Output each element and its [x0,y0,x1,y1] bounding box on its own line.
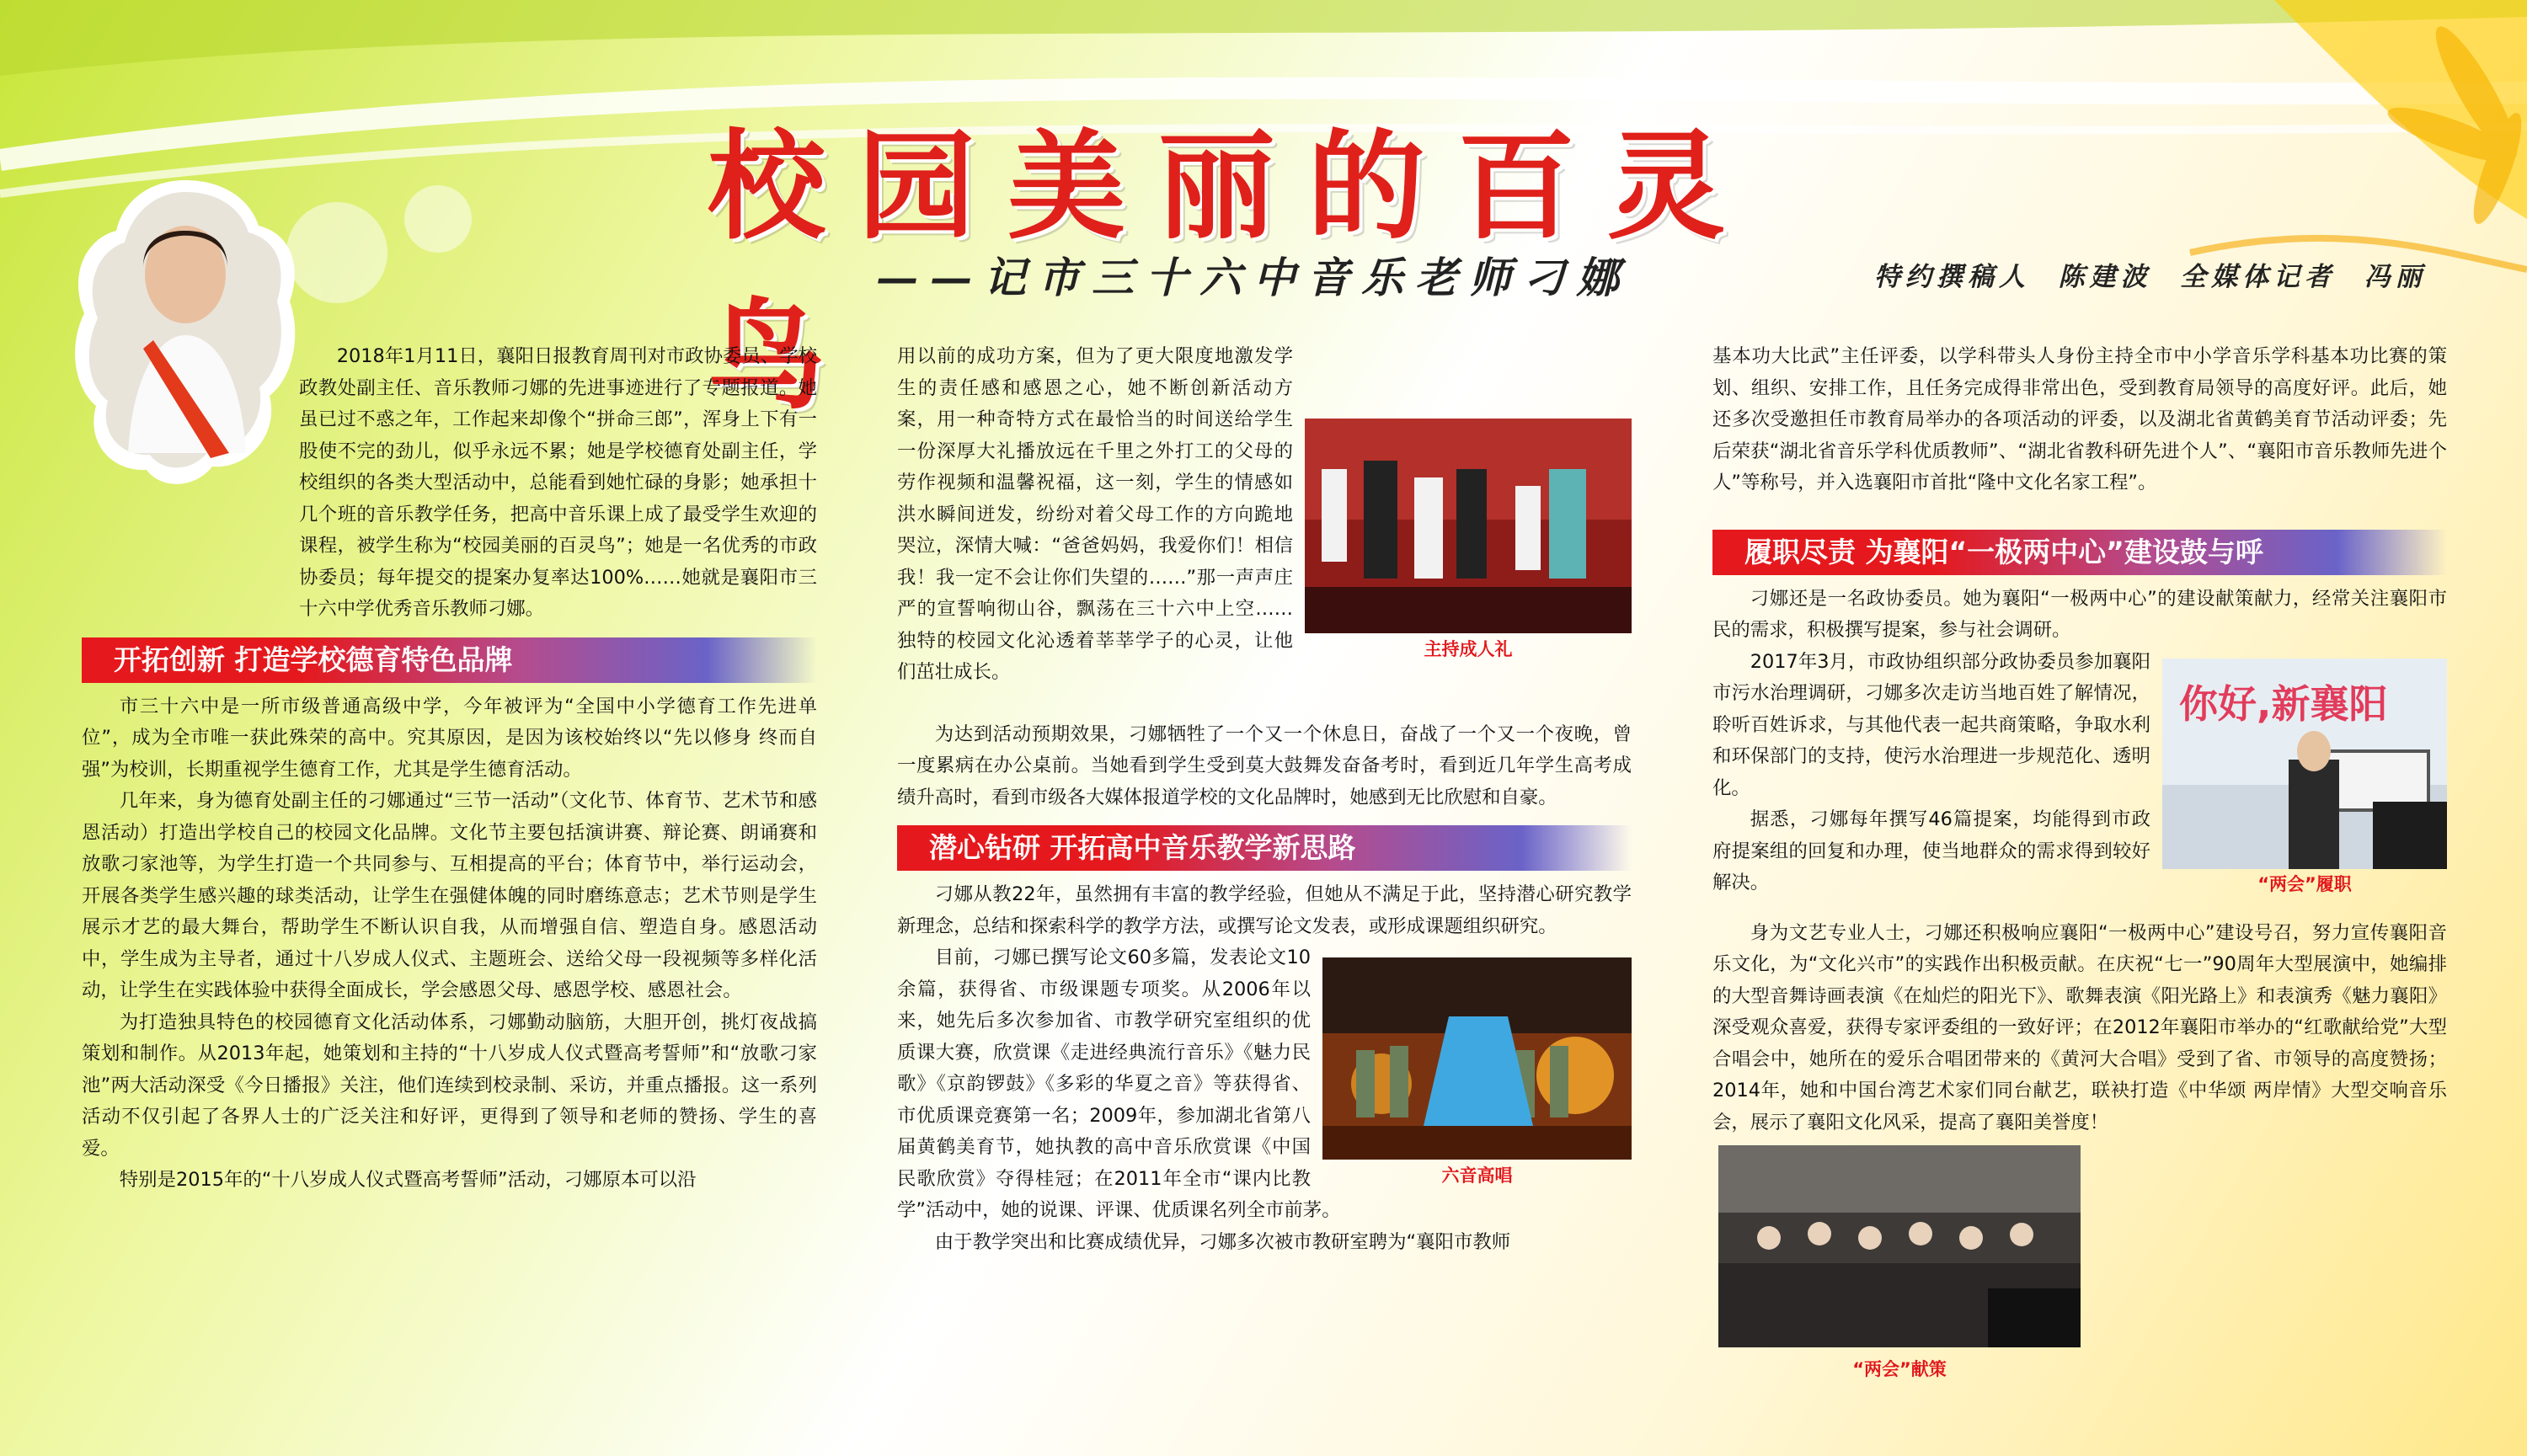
paragraph: 由于教学突出和比赛成绩优异，刁娜多次被市教研室聘为“襄阳市教师 [934,1230,1511,1253]
page-title: 校园美丽的百灵鸟 [708,119,1758,425]
column-1 [82,341,817,1197]
photo-caption: “两会”履职 [2257,874,2352,894]
paragraph: 特别是2015年的“十八岁成人仪式暨高考誓师”活动，刁娜原本可以沿 [119,1169,697,1191]
photo-two-sessions-proposal [1718,1145,2081,1379]
section-heading-duty: 履职尽责 为襄阳“一极两中心”建设鼓与呼 [1712,530,2447,575]
paragraph: 为达到活动预期效果，刁娜牺牲了一个又一个休息日，奋战了一个又一个夜晚，曾一度累病在办公桌前。当她看到学生受到莫大鼓舞发奋备考时，看到近几年学生高考成绩升高时，看到市级各大媒体报道学校的文化品牌时，她感到无比欣慰和自豪。 [897,723,1632,808]
column-3 [1712,341,2447,1139]
photo-two-sessions-duty [2162,659,2447,894]
byline: 特约撰稿人 陈建波 全媒体记者 冯丽 [1874,262,2427,292]
intro-paragraph: 2018年1月11日，襄阳日报教育周刊对市政协委员、学校政教处副主任、音乐教师刁娜的先进事迹进行了专题报道。她虽已过不惑之年，工作起来却像个“拼命三郎”，浑身上下有一股使不完的劲儿，似乎永远不累；她是学校德育处副主任，学校组织的各类大型活动中，总能看到她忙碌的身影；她承担十几个班的音乐教学任务，把高中音乐课上成了最受学生欢迎的课程，被学生称为“校园美丽的百灵鸟”；她是一名优秀的市政协委员；每年提交的提案办复率达100%……她就是襄阳市三十六中学优秀音乐教师刁娜。 [299,345,817,620]
paragraph: 基本功大比武”主任评委，以学科带头人身份主持全市中小学音乐学科基本功比赛的策划、组织、安排工作，且任务完成得非常出色，受到教育局领导的高度好评。此后，她还多次受邀担任市教育局举办的各项活动的评委，以及湖北省黄鹤美育节活动评委；先后荣获“湖北省音乐学科优质教师”、“湖北省教科研先进个人”、“襄阳市音乐教师先进个人”等称号，并入选襄阳市首批“隆中文化名家工程”。 [1712,345,2447,493]
section-heading-research: 潜心钻研 开拓高中音乐教学新思路 [897,825,1632,871]
screen-text: 你好,新襄阳 [2179,680,2388,727]
paragraph: 市三十六中是一所市级普通高级中学，今年被评为“全国中小学德育工作先进单位”，成为全市唯一获此殊荣的高中。究其原因，是因为该校始终以“先以修身 终而自强”为校训，长期重视学生德育工作，尤其是学生德育活动。 [82,695,817,781]
paragraph: 刁娜还是一名政协委员。她为襄阳“一极两中心”的建设献策献力，经常关注襄阳市民的需求，积极撰写提案，参与社会调研。 [1712,587,2447,641]
paragraph: 身为文艺专业人士，刁娜还积极响应襄阳“一极两中心”建设号召，努力宣传襄阳音乐文化，为“文化兴市”的实践作出积极贡献。在庆祝“七一”90周年大型展演中，她编排的大型音舞诗画表演《在灿烂的阳光下》、歌舞表演《阳光路上》和表演秀《魅力襄阳》深受观众喜爱，获得专家评委组的一致好评；在2012年襄阳市举办的“红歌献给党”大型合唱会中，她所在的爱乐合唱团带来的《黄河大合唱》受到了省、市领导的高度赞扬；2014年，她和中国台湾艺术家们同台献艺，联袂打造《中华颂 两岸情》大型交响音乐会，展示了襄阳文化风采，提高了襄阳美誉度！ [1712,921,2447,1133]
photo-caption: 六音高唱 [1441,1165,1513,1186]
photo-stage-performance [1322,957,1632,1186]
paragraph: 为打造独具特色的校园德育文化活动体系，刁娜勤动脑筋，大胆开创，挑灯夜战搞策划和制作。从2013年起，她策划和主持的“十八岁成人仪式暨高考誓师”和“放歌刁家池”两大活动深受《今日播报》关注，他们连续到校录制、采访，并重点播报。这一系列活动不仅引起了各界人士的广泛关注和好评，更得到了领导和老师的赞扬、学生的喜爱。 [82,1011,817,1160]
paragraph: 2017年3月，市政协组织部分政协委员参加襄阳市污水治理调研，刁娜多次走访当地百姓了解情况，聆听百姓诉求，与其他代表一起共商策略，争取水利和环保部门的支持，使污水治理进一步规范化、透明化。 [1712,650,2150,799]
paragraph: 几年来，身为德育处副主任的刁娜通过“三节一活动”（文化节、体育节、艺术节和感恩活动）打造出学校自己的校园文化品牌。文化节主要包括演讲赛、辩论赛、朗诵赛和放歌刁家池等，为学生打造一个共同参与、互相提高的平台；体育节中，举行运动会，开展各类学生感兴趣的球类活动，让学生在强健体魄的同时磨练意志；艺术节则是学生展示才艺的最大舞台，帮助学生不断认识自我，从而增强自信、塑造自身。感恩活动中，学生成为主导者，通过十八岁成人仪式、主题班会、送给父母一段视频等多样化活动，让学生在实践体验中获得全面成长，学会感恩父母、感恩学校、感恩社会。 [82,790,817,1001]
photo-caption: “两会”献策 [1852,1359,1947,1379]
page-subtitle: ——记市三十六中音乐老师刁娜 [876,253,1631,302]
photo-coming-of-age [1305,419,1632,659]
paragraph: 刁娜从教22年，虽然拥有丰富的教学经验，但她从不满足于此，坚持潜心研究教学新理念，总结和探索科学的教学方法，或撰写论文发表，或形成课题组织研究。 [897,883,1632,937]
section-heading-innovation: 开拓创新 打造学校德育特色品牌 [82,637,817,683]
paragraph: 目前，刁娜已撰写论文60多篇，发表论文10余篇，获得省、市级课题专项奖。从2006年以来，她先后多次参加省、市教学研究室组织的优质课大赛，欣赏课《走进经典流行音乐》《魅力民歌》《京韵锣鼓》《多彩的华夏之音》等获得省、市优质课竞赛第一名；2009年，参加湖北省第八届黄鹤美育节，她执教的高中音乐欣赏课《中国民歌欣赏》夺得桂冠；在2011年全市“课内比教学”活动中，她的说课、评课、优质课名列全市前茅。 [897,947,1341,1221]
paragraph: 用以前的成功方案，但为了更大限度地激发学生的责任感和感恩之心，她不断创新活动方案，用一种奇特方式在最恰当的时间送给学生一份深厚大礼播放远在千里之外打工的父母的劳作视频和温馨祝福，这一刻，学生的情感如洪水瞬间迸发，纷纷对着父母工作的方向跪地哭泣，深情大喊：“爸爸妈妈，我爱你们！相信我！我一定不会让你们失望的……”那一声声庄严的宣誓响彻山谷，飘荡在三十六中上空……独特的校园文化沁透着莘莘学子的心灵，让他们茁壮成长。 [897,345,1293,683]
column-2 [897,341,1632,1258]
paragraph: 据悉，刁娜每年撰写46篇提案，均能得到市政府提案组的回复和办理，使当地群众的需求得到较好解决。 [1712,808,2150,893]
photo-caption: 主持成人礼 [1424,638,1513,659]
